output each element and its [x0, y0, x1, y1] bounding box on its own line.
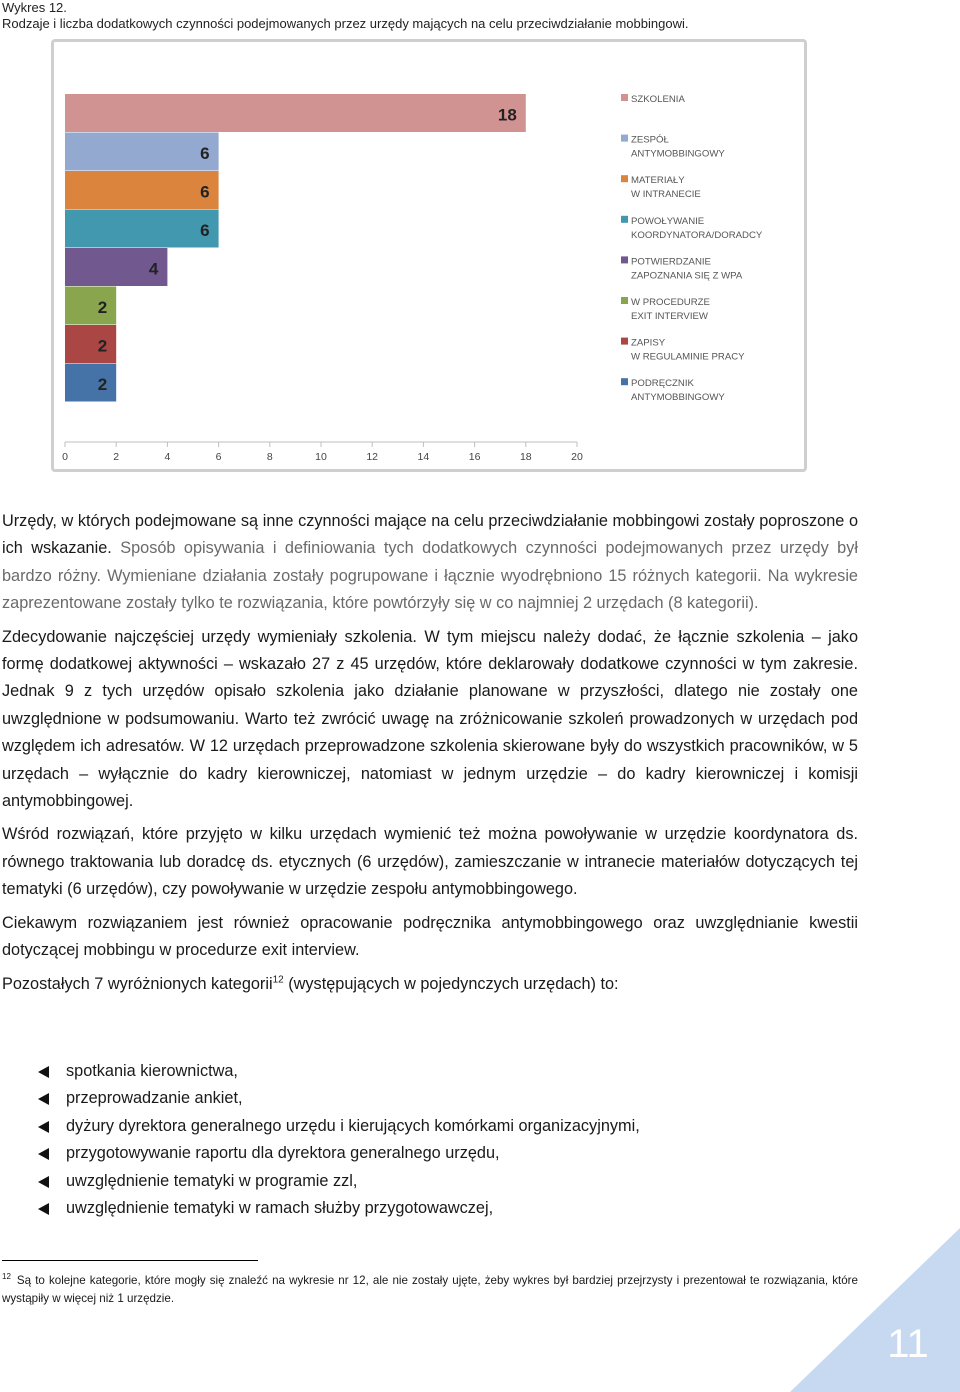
- x-tick-label: 20: [571, 451, 583, 463]
- legend-swatch: [621, 338, 628, 345]
- legend-entry: POWOŁYWANIE KOORDYNATORA/DORADCY: [631, 215, 763, 241]
- list-item: uwzględnienie tematyki w ramach służby przygotowawczej,: [38, 1195, 838, 1222]
- legend-swatch: [621, 378, 628, 385]
- x-tick-label: 8: [266, 451, 273, 463]
- bar: [65, 325, 116, 363]
- bar-value-label: 6: [200, 182, 210, 202]
- legend-entry: SZKOLENIA: [631, 94, 685, 105]
- paragraph-1: Urzędy, w których podejmowane są inne czynności mające na celu przeciwdziałanie mobbingowi zostały poproszone o ich wskazanie. Sposób opisywania i definiowania tych dodatkowych czynności podejmowanych przez urzędy był bardzo różny. Wymieniane działania zostały pogrupowane i łącznie wyodrębniono 15 różnych kategorii. Na wykresie zaprezentowane zostały tylko te rozwiązania, które powtórzyły się w co najmniej 2 urzędach (8 kategorii).: [2, 512, 858, 613]
- bar-chart: [54, 42, 798, 463]
- category-list: [38, 1058, 838, 1222]
- list-item: dyżury dyrektora generalnego urzędu i kierujących komórkami organizacyjnymi,: [38, 1113, 838, 1140]
- x-tick-label: 18: [519, 451, 532, 463]
- page-corner-decoration: [790, 1228, 960, 1392]
- paragraph-3: Wśród rozwiązań, które przyjęto w kilku urzędach wymienić też można powoływanie w urzędzie koordynatora ds. równego traktowania lub doradcę ds. etycznych (6 urzędów), zamieszczanie w intranecie materiałów dotyczących tej tematyki (6 urzędów), czy powoływanie w urzędzie zespołu antymobbingowego.: [2, 825, 858, 899]
- paragraph-2: Zdecydowanie najczęściej urzędy wymieniały szkolenia. W tym miejscu należy dodać, że łącznie szkolenia – jako formę dodatkowej aktywności – wskazało 27 z 45 urzędów, które deklarowały dodatkowe czynności w tym zakresie. Jednak 9 z tych urzędów opisało szkolenia jako działanie planowane w przyszłości, dlatego nie zostały one uwzględnione w podsumowaniu. Warto też zwrócić uwagę na zróżnicowanie szkoleń prowadzonych w urzędach pod względem ich adresatów. W 12 urzędach przeprowadzone szkolenia skierowane były do wszystkich pracowników, w 5 urzędach – wyłącznie do kadry kierowniczej, natomiast w jednym urzędzie – do kadry kierowniczej i komisji antymobbingowej.: [2, 627, 858, 811]
- legend-entry: ZESPÓŁ ANTYMOBBINGOWY: [631, 134, 725, 160]
- legend-swatch: [621, 175, 628, 182]
- arrow-left-icon: [38, 1148, 49, 1160]
- legend-swatch: [621, 256, 628, 263]
- x-tick-label: 6: [215, 451, 222, 463]
- bar: [65, 210, 219, 248]
- legend-entry: ZAPISY W REGULAMINIE PRACY: [631, 337, 745, 363]
- arrow-left-icon: [38, 1176, 49, 1188]
- legend-swatch: [621, 135, 628, 142]
- legend-swatch: [621, 94, 628, 101]
- figure-title: Rodzaje i liczba dodatkowych czynności podejmowanych przez urzędy mających na celu przeciwdziałanie mobbingowi.: [2, 16, 689, 31]
- arrow-left-icon: [38, 1066, 49, 1078]
- arrow-left-icon: [38, 1203, 49, 1215]
- bar-value-label: 2: [97, 336, 108, 356]
- bar: [65, 171, 219, 209]
- x-tick-label: 14: [417, 451, 430, 463]
- bar-value-label: 4: [148, 259, 159, 279]
- footnote: $^{12}$ Są to kolejne kategorie, które mogły się znaleźć na wykresie nr 12, ale nie zostały ujęte, żeby wykres był bardziej przejrzysty i prezentował te rozwiązania, które wystąpiły w więcej niż 1 urzędzie.: [2, 1272, 858, 1305]
- x-tick-label: 16: [468, 451, 481, 463]
- x-tick-label: 4: [164, 451, 171, 463]
- bar: [65, 94, 526, 132]
- legend-entry: PODRĘCZNIK ANTYMOBBINGOWY: [631, 378, 725, 404]
- legend-swatch: [621, 297, 628, 304]
- paragraph-4: Ciekawym rozwiązaniem jest również opracowanie podręcznika antymobbingowego oraz uwzględnianie kwestii dotyczącej mobbingu w procedurze exit interview.: [2, 913, 858, 960]
- legend-entry: W PROCEDURZE EXIT INTERVIEW: [631, 297, 710, 322]
- footnote-divider: [2, 1260, 258, 1261]
- arrow-left-icon: [38, 1121, 49, 1133]
- page-number: 11: [887, 1322, 929, 1366]
- x-tick-label: 10: [315, 451, 327, 463]
- bar: [65, 287, 116, 325]
- figure-number: Wykres 12.: [2, 0, 67, 15]
- x-tick-label: 0: [62, 451, 68, 463]
- legend-swatch: [621, 216, 628, 223]
- list-item: spotkania kierownictwa,: [38, 1058, 838, 1085]
- bar: [65, 364, 116, 402]
- figure-caption: [2, 0, 688, 32]
- bar-value-label: 6: [200, 143, 210, 163]
- bar-value-label: 2: [97, 374, 108, 394]
- paragraph-intro: Pozostałych 7 wyróżnionych kategorii$^{12}$ (występujących w pojedynczych urzędach) to:: [2, 974, 619, 993]
- body-text: [2, 508, 858, 1004]
- arrow-left-icon: [38, 1093, 49, 1105]
- legend-entry: MATERIAŁY W INTRANECIE: [631, 175, 701, 201]
- legend-entry: POTWIERDZANIE ZAPOZNANIA SIĘ Z WPA: [631, 256, 743, 282]
- list-item: przygotowywanie raportu dla dyrektora generalnego urzędu,: [38, 1140, 838, 1167]
- x-tick-label: 12: [366, 451, 379, 463]
- list-item: uwzględnienie tematyki w programie zzl,: [38, 1168, 838, 1195]
- bar-value-label: 6: [200, 220, 210, 240]
- x-tick-label: 2: [113, 451, 120, 463]
- list-item: przeprowadzanie ankiet,: [38, 1085, 838, 1112]
- bar: [65, 133, 219, 171]
- chart-frame: [51, 39, 807, 472]
- bar-value-label: 18: [497, 105, 517, 125]
- bar-value-label: 2: [97, 297, 108, 317]
